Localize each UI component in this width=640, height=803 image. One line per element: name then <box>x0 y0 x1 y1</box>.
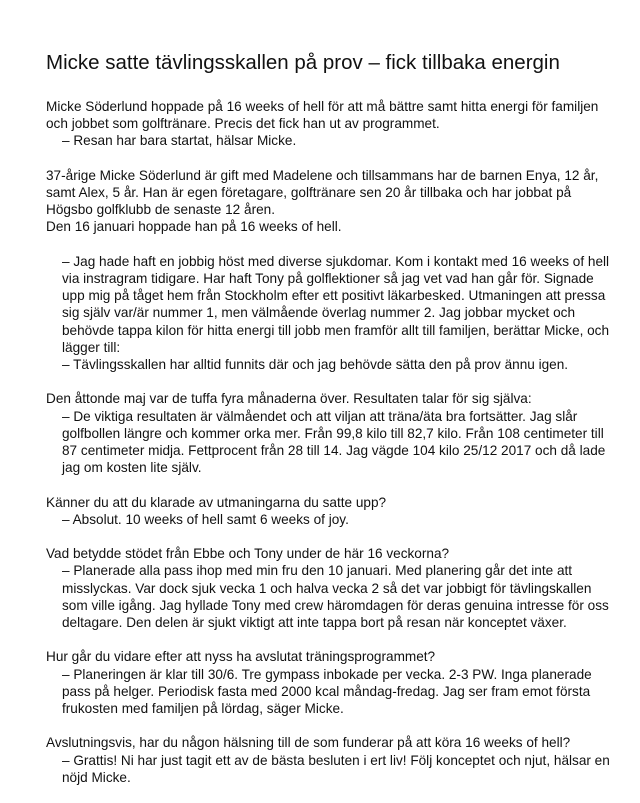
qa-challenges <box>46 494 612 528</box>
qa-closing <box>46 734 612 786</box>
paragraph-intro <box>46 98 612 150</box>
question-text: Hur går du vidare efter att nyss ha avslutat träningsprogrammet? <box>46 649 436 665</box>
background-line: Den 16 januari hoppade han på 16 weeks of hell. <box>46 219 342 235</box>
question-text: Vad betydde stödet från Ebbe och Tony under de här 16 veckorna? <box>46 546 450 562</box>
paragraph-results <box>46 390 612 476</box>
results-text: Den åttonde maj var de tuffa fyra månaderna över. Resultaten talar för sig själva: <box>46 391 532 407</box>
answer-text: – Planerade alla pass ihop med min fru den 10 januari. Med planering går det inte att misslyckas. Var dock sjuk vecka 1 och halva vecka 2 så det var jobbigt för tävlingskallen som ville igång. Jag hyllade Tony med crew häromdagen för deras genuina intresse för oss deltagare. Den delen är sjukt viktigt att inte tappa bort på resan när konceptet växer. <box>62 563 609 631</box>
intro-quote: – Resan har bara startat, hälsar Micke. <box>62 133 297 149</box>
answer-text: – Planeringen är klar till 30/6. Tre gympass inbokade per vecka. 2-3 PW. Inga planerade pass på helger. Periodisk fasta med 2000 kcal måndag-fredag. Jag ser fram emot första frukosten med familjen på lördag, säger Micke. <box>62 666 592 717</box>
answer-text: – Grattis! Ni har just tagit ett av de bästa besluten i ert liv! Följ konceptet och njut, hälsar en nöjd Micke. <box>62 752 610 785</box>
paragraph-story <box>46 253 612 373</box>
background-text: 37-årige Micke Söderlund är gift med Madelene och tillsammans har de barnen Enya, 12 år, samt Alex, 5 år. Han är egen företagare, golftränare sen 20 år tillbaka och har jobbat på Högsbo golfklubb de senaste 12 åren. <box>46 167 599 218</box>
story-text: – Jag hade haft en jobbig höst med diverse sjukdomar. Kom i kontakt med 16 weeks of hell via instragram tidigare. Har haft Tony på golflektioner så jag vet vad han går för. Signade upp mig på tåget hem från Stockholm efter ett positivt läkarbesked. Utmaningen att pressa sig själv var/är nummer 1, men välmående överlag nummer 2. Jag jobbar mycket och behövde tappa kilon för hitta energi till jobb men framför allt till familjen, berättar Micke, och lägger till: <box>62 253 610 355</box>
answer-text: – Absolut. 10 weeks of hell samt 6 weeks of joy. <box>62 511 349 527</box>
qa-support <box>46 545 612 631</box>
article <box>46 50 612 803</box>
story-quote: – Tävlingsskallen har alltid funnits där och jag behövde sätta den på prov ännu igen. <box>62 357 569 373</box>
article-title: Micke satte tävlingsskallen på prov – fick tillbaka energin <box>46 51 560 74</box>
qa-next-steps <box>46 648 612 717</box>
question-text: Avslutningsvis, har du någon hälsning till de som funderar på att köra 16 weeks of hell? <box>46 735 571 751</box>
results-quote: – De viktiga resultaten är välmåendet och att viljan att träna/äta bra fortsätter. Jag slår golfbollen längre och kommer orka mer. Från 99,8 kilo till 82,7 kilo. Från 108 centimeter till 87 centimeter midja. Fettprocent från 28 till 14. Jag vägde 104 kilo 25/12 2017 och då lade jag om kosten lite själv. <box>62 408 606 476</box>
intro-text: Micke Söderlund hoppade på 16 weeks of hell för att må bättre samt hitta energi för familjen och jobbet som golftränare. Precis det fick han ut av programmet. <box>46 99 599 132</box>
question-text: Känner du att du klarade av utmaningarna du satte upp? <box>46 494 387 510</box>
paragraph-background <box>46 167 612 236</box>
